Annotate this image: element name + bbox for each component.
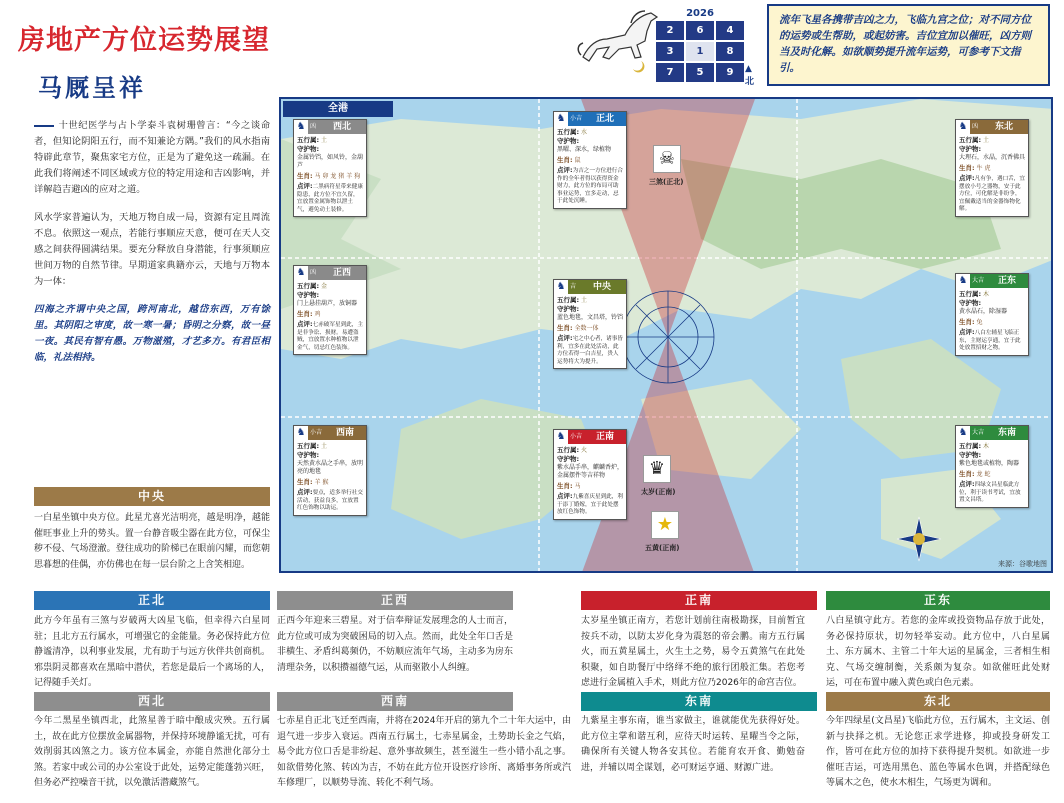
- sector-tag: 小吉: [570, 115, 583, 122]
- element-value: 木: [983, 291, 990, 298]
- sector-direction: 东北: [995, 122, 1014, 132]
- north-label: 北: [745, 77, 755, 87]
- tip-value: 凡有争，遇口舌，宜摆放小号之器物，安于此方位，可化解是非纷争，宜佩戴适当的金器饰物化解。: [959, 176, 1025, 212]
- horse-illustration-icon: [575, 5, 665, 75]
- element-value: 水: [581, 129, 588, 136]
- guardian-value: 金属铃铛，如风铃，金葫芦: [297, 154, 364, 169]
- wuhuang-label: 五黄(正南): [645, 544, 680, 552]
- zodiac-value: 兔: [976, 319, 983, 326]
- sector-tag: 凶: [310, 123, 317, 130]
- zodiac-label: 生肖:: [959, 318, 975, 326]
- luoshu-year: 2026: [686, 8, 714, 19]
- element-value: 土: [581, 297, 588, 304]
- horse-icon: ♞: [294, 266, 308, 280]
- tip-value: 七赤破军星到此，主是非争讼、损财。易遭盗贼，宜放置水种植物以泄金气，切忌红色装饰。: [297, 322, 363, 351]
- horse-icon: ♞: [554, 430, 568, 444]
- sector-tag: 吉: [570, 283, 577, 290]
- intro-paragraph-1: 十世纪医学与占卜学泰斗袁树珊曾言：“今之谈命者，但知论阴阳五行，而不知兼论方隅。”我们的风水指南特辟此章节，聚焦家宅方位，正是为了避免这一疏漏。在此我们将阐述不同区域或方位的特定用途和吉凶影响，并详解趋吉避凶的应对之道。: [34, 120, 270, 195]
- section-header-east: 正东: [826, 591, 1050, 610]
- section-text-southwest: 七赤星自正北飞迁至西南，并将在2024年开启的第九个二十年大运中，由退气进一步步入衰运。西南五行属土，七赤星属金，土势助长金之气焰，易令此方位口舌是非纷起、意外事故频生，甚至滋生一些小错小乱之事。如欲借势化煞、转凶为吉，不妨在此方位开设医疗诊所、离婚事务所或汽车修理厂，以顺势导流、转化不利气场。: [277, 716, 571, 788]
- horse-icon: ♞: [294, 120, 308, 134]
- guardian-label: 守护物:: [959, 451, 982, 459]
- luoshu-cell: 3: [656, 42, 684, 61]
- tip-value: 要点，适多举行社交活动，获益良多，宜放置红色饰物以助运。: [297, 490, 363, 511]
- map-source: 来源：谷歌地图: [998, 560, 1047, 568]
- intro-quote: 四海之齐谓中央之国，跨河南北，越岱东西，万有馀里。其阴阳之审度，故一寒一暑；昏明之分察，故一昼一夜。其民有智有愚。万物滋殖，才艺多方。有君臣相临，礼法相持。: [34, 304, 270, 363]
- guardian-label: 守护物:: [959, 299, 982, 307]
- section-text-northeast: 今年四绿星(文昌星)飞临此方位，五行属木，主文运、创新与抉择之机。无论您正求学进修，抑或投身研发工作，皆可在此方位的加持下获得提升契机。如欲进一步催旺吉运，可选用黑色、蓝色等属水色调，并搭配绿色等属木之色，使水木相生，气场更为调和。: [826, 716, 1050, 788]
- page-subtitle: 马厩呈祥: [38, 74, 146, 102]
- tip-value: 为吉之一方位进行合作的全年者得以获得资金财力，此方位的布局可助事业运势，宜多走动，忌于此处沉睡。: [557, 168, 623, 204]
- deity-icon: ♛: [643, 455, 671, 483]
- luoshu-cell: 5: [686, 63, 714, 82]
- dash-decoration: [34, 125, 54, 127]
- tip-label: 点评:: [959, 174, 975, 182]
- luoshu-cell: 1: [686, 42, 714, 61]
- element-value: 金: [321, 283, 328, 290]
- element-label: 五行属:: [959, 290, 982, 298]
- tip-label: 点评:: [557, 334, 573, 342]
- zodiac-label: 生肖:: [557, 324, 573, 332]
- element-value: 土: [321, 443, 328, 450]
- zodiac-label: 生肖:: [297, 310, 313, 318]
- tip-value: 八白左辅星飞临正东，主财运亨通，宜于此处放置招财之物。: [959, 330, 1021, 351]
- guardian-value: 紫色地毯或植物，陶器: [959, 460, 1020, 467]
- guardian-label: 守护物:: [297, 291, 320, 299]
- tip-value: 二黑病符星带来健康隐患，此方位不宜久留，宜放置金属饰物以泄土气，避免动土装修。: [297, 184, 363, 213]
- tip-label: 点评:: [297, 320, 313, 328]
- sector-card-east: [955, 273, 1029, 356]
- guardian-value: 黑曜、深水，绿植物: [557, 146, 612, 153]
- zodiac-value: 龙 蛇: [976, 471, 991, 478]
- guardian-label: 守护物:: [557, 455, 580, 463]
- section-text-center: 一白星坐镇中央方位。此星尤喜光洁明亮，越是明净，越能催旺事业上升的势头。置一台静音吸尘器在此方位，可保尘秽不侵、气场澄澈。登往成功的阶梯已在眼前闪耀，而您朝思暮想的佳偶，亦仿佛也在每一层台阶之上含笑相迎。: [34, 513, 270, 570]
- sector-direction: 正西: [333, 268, 352, 278]
- luoshu-cell: 9: [716, 63, 744, 82]
- tip-label: 点评:: [959, 328, 975, 336]
- element-label: 五行属:: [557, 446, 580, 454]
- sector-tag: 凶: [310, 269, 317, 276]
- element-label: 五行属:: [557, 296, 580, 304]
- zodiac-label: 生肖:: [959, 470, 975, 478]
- luoshu-cell: 8: [716, 42, 744, 61]
- element-label: 五行属:: [959, 136, 982, 144]
- luoshu-cell: 2: [656, 21, 684, 40]
- taisui-label: 太岁(正南): [641, 488, 676, 496]
- intro-callout: 流年飞星各携带吉凶之力，飞临九宫之位；对不同方位的运势或生帮助，或起妨害。吉位宜加以催旺，凶方则当及时化解。如欲顺势提升流年运势，可参考下文指引。: [767, 4, 1050, 86]
- zodiac-value: 鼠: [574, 157, 581, 164]
- section-header-north: 正北: [34, 591, 270, 610]
- section-text-east: 八白星镇守此方。若您的金库或投资物品存放于此处，务必保持原状，切勿轻举妄动。此方位中，八白星属土、东方属木、主管二十年大运的星属金，三者相生相克、气场交缠制衡，关系颇为复杂。如欲催旺此处财运，可在布置中融入黄色或白色元素。: [826, 616, 1050, 688]
- sector-card-south: [553, 429, 627, 520]
- section-text-west: 正西今年迎来三碧星。对于信奉辩证发展理念的人士而言，此方位或可成为突破困局的切入点。然而，此处全年口舌是非横生、矛盾纠葛频仍，不妨顺应流年气场，主动多为房东清理杂务，以积攒福德气运，从而驱散小人纠缠。: [277, 616, 513, 673]
- sector-direction: 东南: [998, 428, 1017, 438]
- guardian-value: 蓝色地毯，文昌塔，铃铛: [557, 314, 624, 321]
- luoshu-cell: 7: [656, 63, 684, 82]
- sector-direction: 西北: [333, 122, 352, 132]
- guardian-value: 天然黄水晶之手串，放明亮的地毯: [297, 460, 364, 475]
- guardian-label: 守护物:: [297, 145, 320, 153]
- zodiac-value: 马: [574, 483, 581, 490]
- zodiac-label: 生肖:: [557, 482, 573, 490]
- horse-icon: ♞: [956, 120, 970, 134]
- guardian-label: 守护物:: [557, 137, 580, 145]
- zodiac-value: 马 卯 龙 猪 羊 狗: [314, 173, 361, 180]
- element-label: 五行属:: [297, 442, 320, 450]
- element-label: 五行属:: [959, 442, 982, 450]
- element-value: 火: [581, 447, 588, 454]
- sector-tag: 凶: [972, 123, 979, 130]
- sector-tag: 大吉: [972, 277, 985, 284]
- horse-icon: ♞: [294, 426, 308, 440]
- element-label: 五行属:: [297, 136, 320, 144]
- sector-card-north: [553, 111, 627, 209]
- zodiac-value: 鸡: [314, 311, 321, 318]
- intro-text: [34, 118, 270, 378]
- element-value: 土: [983, 137, 990, 144]
- section-header-west: 正西: [277, 591, 513, 610]
- sector-tag: 大吉: [972, 429, 985, 436]
- sector-tag: 小吉: [570, 433, 583, 440]
- hong-kong-map: [279, 97, 1053, 573]
- tip-label: 点评:: [557, 492, 573, 500]
- guardian-value: 紫水晶手串，麒麟香炉，金属摆件等吉祥物: [557, 464, 624, 479]
- section-text-north: 此方今年虽有三煞与岁破两大凶星飞临，但幸得六白星同驻；且北方五行属水，可增强它的金能量。务必保持此方位静谧清净，以利事业发展，尤有助于与远方伙伴共创商机。邪祟阴灵都喜欢在黑暗中潜伏，若您是最后一个离场的人，记得随手关灯。: [34, 616, 270, 688]
- guardian-value: 门上悬挂葫芦，放铜器: [297, 300, 358, 307]
- skull-icon: ☠: [653, 145, 681, 173]
- zodiac-value: 全数一体: [574, 325, 599, 332]
- tip-value: 四绿文昌星临此方位，利于读书考试，宜放置文昌塔。: [959, 482, 1021, 503]
- sansha-label: 三煞(正北): [649, 178, 684, 186]
- star-icon: ★: [651, 511, 679, 539]
- section-header-northwest: 西北: [34, 692, 270, 711]
- guardian-label: 守护物:: [959, 145, 982, 153]
- sector-direction: 西南: [336, 428, 355, 438]
- sector-direction: 正北: [596, 114, 615, 124]
- tip-label: 点评:: [297, 488, 313, 496]
- section-header-southeast: 东南: [581, 692, 817, 711]
- horse-icon: ♞: [554, 112, 568, 126]
- sector-card-northwest: [293, 119, 367, 217]
- luoshu-grid: [656, 8, 760, 87]
- element-value: 木: [983, 443, 990, 450]
- guardian-label: 守护物:: [297, 451, 320, 459]
- tip-label: 点评:: [297, 182, 313, 190]
- map-region-label: 全港: [283, 101, 393, 117]
- section-text-south: 太岁星坐镇正南方，若您计划前往南极勘探，目前暂宜按兵不动，以防太岁化身为震怒的帝会鹏。南方五行属火，而五黄星属土，火生土之势，易令五黄煞气在此处积聚，如自助餐厅中络绎不绝的旅行团般汇集。若您考虑进行金属植入手术，则此方位乃2026年的命宫吉位。: [581, 616, 805, 688]
- tip-value: 九紫喜庆星到此，利于添丁婚嫁，宜于此处摆放红色饰物。: [557, 494, 623, 515]
- sector-direction: 正南: [596, 432, 615, 442]
- page-title: 房地产方位运势展望: [18, 25, 270, 56]
- element-label: 五行属:: [557, 128, 580, 136]
- section-text-southeast: 九紫星主事东南，谁当家做主，谁就能优先获得好处。此方位主掌和谐互利，应待天时运转、星曜当令之际，确保所有关键人物各安其位。若能育农开食、勤勉奋进，并辅以周全谋划，必可财运亨通、财源广进。: [581, 716, 805, 773]
- luoshu-cell: 6: [686, 21, 714, 40]
- section-header-center: 中央: [34, 487, 270, 506]
- sector-direction: 中央: [593, 282, 612, 292]
- sector-card-southwest: [293, 425, 367, 516]
- zodiac-value: 牛 虎: [976, 165, 991, 172]
- element-label: 五行属:: [297, 282, 320, 290]
- sector-card-southeast: [955, 425, 1029, 508]
- zodiac-label: 生肖:: [557, 156, 573, 164]
- guardian-label: 守护物:: [557, 305, 580, 313]
- zodiac-value: 羊 猴: [314, 479, 329, 486]
- tip-label: 点评:: [557, 166, 573, 174]
- zodiac-label: 生肖:: [297, 478, 313, 486]
- north-arrow-icon: ▲ 北: [745, 64, 755, 87]
- sector-card-northeast: [955, 119, 1029, 217]
- luoshu-cell: 4: [716, 21, 744, 40]
- sector-card-west: [293, 265, 367, 355]
- guardian-value: 大理石，水晶，沉香佛具: [959, 154, 1026, 161]
- horse-icon: ♞: [956, 274, 970, 288]
- section-text-northwest: 今年二黑星坐镇西北，此煞星善于暗中酿成灾殃。五行属土，故在此方位摆放金属器物，并保持环境静谧无扰，可有效削弱其凶煞之力。该方位本属金，亦能自然泄化部分土煞。若家中或公司的办公室设于此处，运势定能蓬勃兴旺，但务必严控噪音干扰，以免激活潜藏煞气。: [34, 716, 270, 788]
- zodiac-label: 生肖:: [297, 172, 313, 180]
- horse-icon: ♞: [554, 280, 568, 294]
- tip-label: 点评:: [959, 480, 975, 488]
- sector-tag: 小吉: [310, 429, 323, 436]
- element-value: 土: [321, 137, 328, 144]
- zodiac-label: 生肖:: [959, 164, 975, 172]
- intro-paragraph-2: 风水学家普遍认为，天地万物自成一局，资源有定且周流不息。依照这一观点，若能行事顺应天意，便可在天人交感之间获得圆满结果。要充分释放自身潜能，行事须顺应世间万物的自然节律。早期道家典籍亦云，天地与万物本为一体：: [34, 212, 270, 287]
- section-header-south: 正南: [581, 591, 817, 610]
- guardian-value: 黄水晶石，除湿器: [959, 308, 1008, 315]
- sector-card-center: [553, 279, 627, 369]
- section-header-northeast: 东北: [826, 692, 1050, 711]
- section-header-southwest: 西南: [277, 692, 513, 711]
- sector-direction: 正东: [998, 276, 1017, 286]
- horse-icon: ♞: [956, 426, 970, 440]
- tip-value: 宅之中心者，诸事皆利，宜多在此处活动，此方位若得一白吉星，贵人运势将大为提升。: [557, 336, 623, 365]
